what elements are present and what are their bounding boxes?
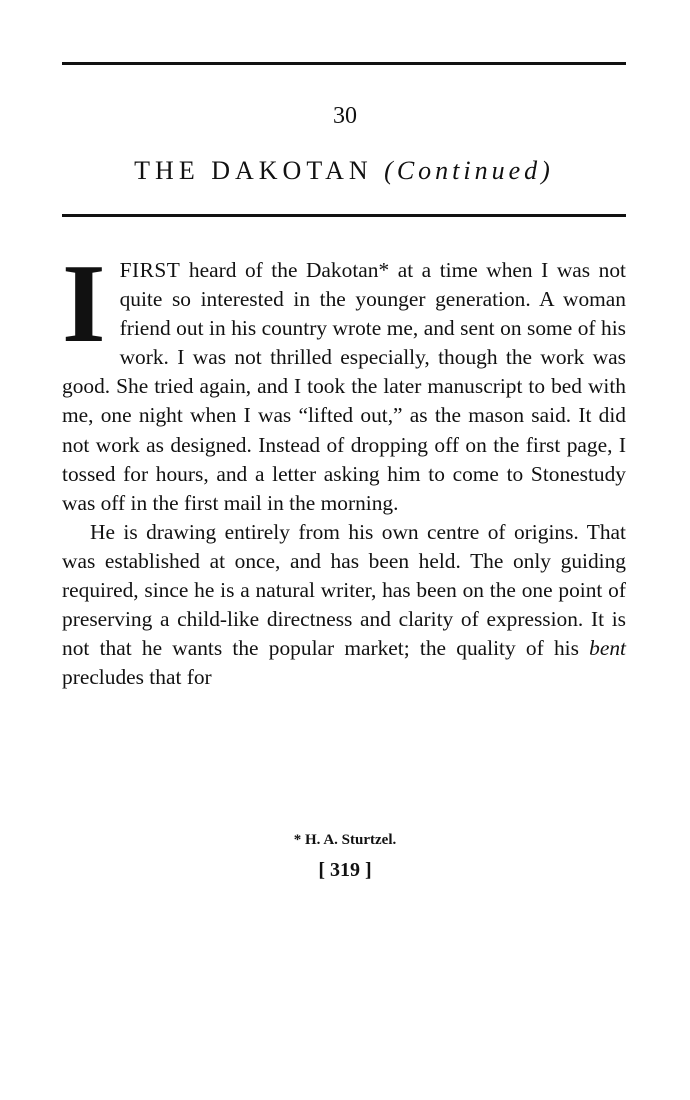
paragraph-2 xyxy=(62,518,626,693)
section-number: 30 xyxy=(333,103,357,129)
footnote: * H. A. Sturtzel. xyxy=(293,832,397,848)
section-title xyxy=(62,154,626,188)
lead-word: FIRST xyxy=(119,258,181,282)
page-number: [ 319 ] xyxy=(318,859,372,881)
drop-cap: I xyxy=(62,242,106,366)
top-rule xyxy=(62,62,626,65)
paragraph-1-text: heard of the Dakotan* at a time when I was not quite so interested in the younger generation. A woman friend out in his country wrote me, and sent on some of his work. I was not thrilled especially, though the work was good. She tried again, and I took the later manuscript to bed with me, one night when I was “lifted out,” as the mason said. It did not work as designed. Instead of dropping off on the first page, I tossed for hours, and a letter asking him to come to Stonestudy was off in the first mail in the morning. xyxy=(62,258,626,515)
body-text xyxy=(62,242,626,692)
section-title-subtitle: (Continued) xyxy=(384,156,554,185)
header-rule xyxy=(62,214,626,217)
paragraph-2-text-a: He is drawing entirely from his own centre of origins. That was established at once, and has been held. The only guiding required, since he is a natural writer, has been on the one point of preserving a child-like directness and clarity of expression. It is not that he wants the popular market; the quality of his xyxy=(62,519,626,661)
section-title-main: THE DAKOTAN xyxy=(134,156,373,185)
paragraph-2-text-b: precludes that for xyxy=(62,665,212,690)
paragraph-2-italic: bent xyxy=(589,636,626,661)
paragraph-1 xyxy=(62,242,626,518)
